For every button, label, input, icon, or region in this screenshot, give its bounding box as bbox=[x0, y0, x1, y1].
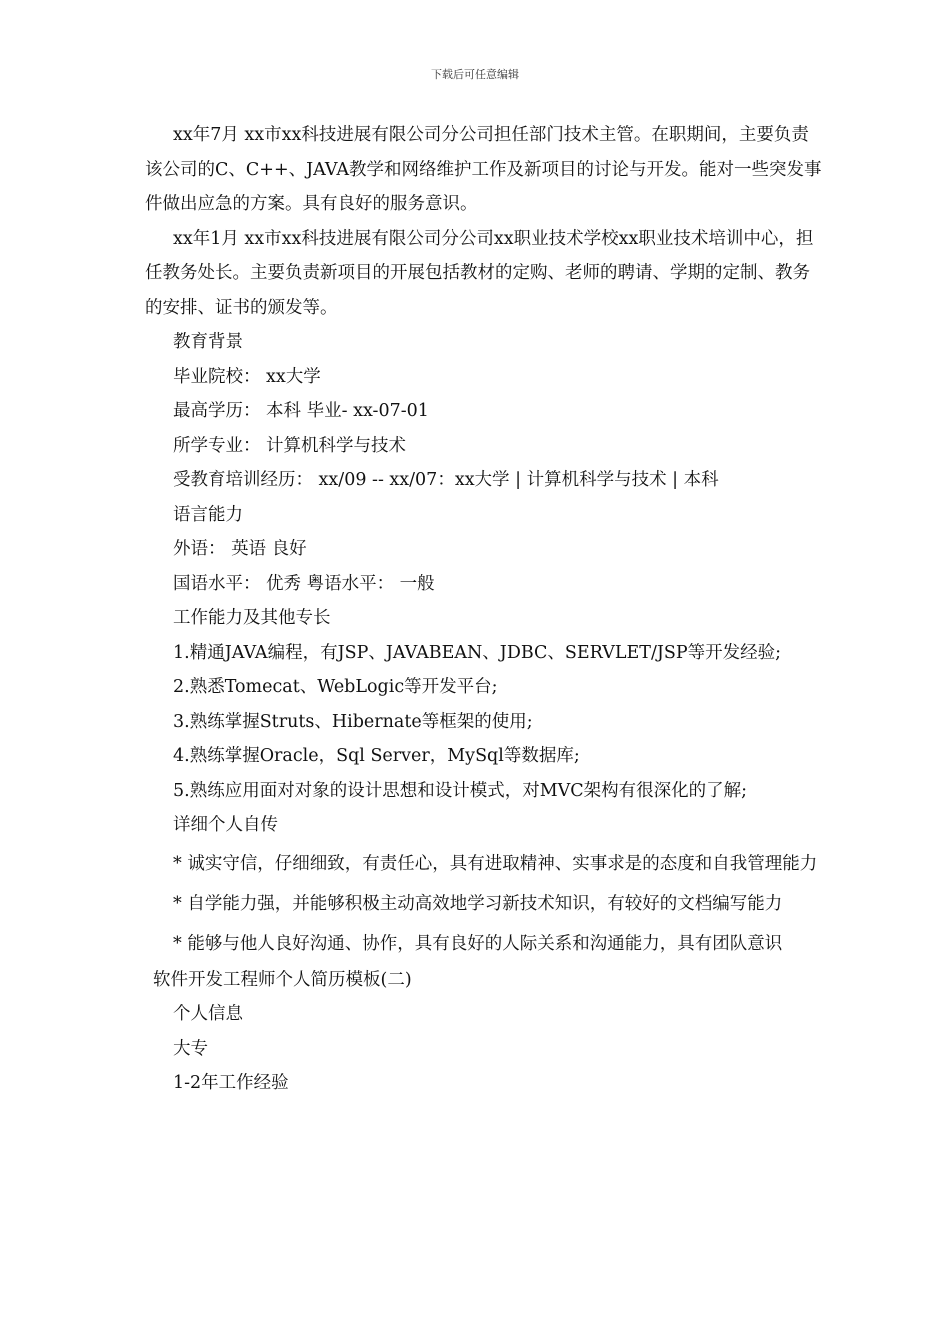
language-foreign: 外语： 英语 良好 bbox=[173, 539, 307, 559]
skill-item: 5.熟练应用面对对象的设计思想和设计模式，对MVC架构有很深化的了解; bbox=[173, 780, 748, 801]
skill-item: 3.熟练掌握Struts、Hibernate等框架的使用; bbox=[173, 711, 533, 732]
education-level: 大专 bbox=[173, 1038, 208, 1059]
work-experience-1: xx年7月 xx市xx科技进展有限公司分公司担任部门技术主管。在职期间，主要负责该公司的C、C++、JAVA教学和网络维护工作及新项目的讨论与开发。能对一些突发事件做出应急的方案。具有良好的服务意识。 bbox=[145, 125, 822, 214]
personal-info-heading: 个人信息 bbox=[173, 1004, 243, 1024]
language-heading: 语言能力 bbox=[173, 504, 243, 525]
skill-item: 4.熟练掌握Oracle，Sql Server，MySql等数据库; bbox=[173, 746, 580, 766]
self-description-item: * 自学能力强，并能够积极主动高效地学习新技术知识，有较好的文档编写能力 bbox=[173, 893, 783, 914]
skill-item: 2.熟悉Tomecat、WebLogic等开发平台; bbox=[173, 677, 498, 697]
education-school: 毕业院校： xx大学 bbox=[173, 366, 321, 387]
page-header: 下载后可任意编辑 bbox=[431, 68, 519, 81]
self-description-item: * 诚实守信，仔细细致，有责任心，具有进取精神、实事求是的态度和自我管理能力 bbox=[173, 853, 818, 874]
template-two-title: 软件开发工程师个人简历模板(二) bbox=[153, 969, 412, 990]
education-major: 所学专业： 计算机科学与技术 bbox=[173, 435, 407, 456]
skill-item: 1.精通JAVA编程，有JSP、JAVABEAN、JDBC、SERVLET/JSP等开发经验; bbox=[173, 642, 782, 663]
work-experience-2: xx年1月 xx市xx科技进展有限公司分公司xx职业技术学校xx职业技术培训中心，担任教务处长。主要负责新项目的开展包括教材的定购、老师的聘请、学期的定制、教务的安排、证书的颁发等。 bbox=[145, 228, 814, 318]
education-degree: 最高学历： 本科 毕业- xx-07-01 bbox=[173, 401, 429, 421]
self-description-item: * 能够与他人良好沟通、协作，具有良好的人际关系和沟通能力，具有团队意识 bbox=[173, 933, 783, 954]
skills-heading: 工作能力及其他专长 bbox=[173, 608, 331, 628]
language-mandarin: 国语水平： 优秀 粤语水平： 一般 bbox=[173, 573, 435, 594]
education-training: 受教育培训经历： xx/09 -- xx/07：xx大学 | 计算机科学与技术 | 本科 bbox=[173, 470, 719, 490]
document-body bbox=[145, 118, 825, 1101]
education-heading: 教育背景 bbox=[173, 332, 243, 352]
work-years: 1-2年工作经验 bbox=[173, 1073, 289, 1093]
self-description-heading: 详细个人自传 bbox=[173, 815, 278, 835]
